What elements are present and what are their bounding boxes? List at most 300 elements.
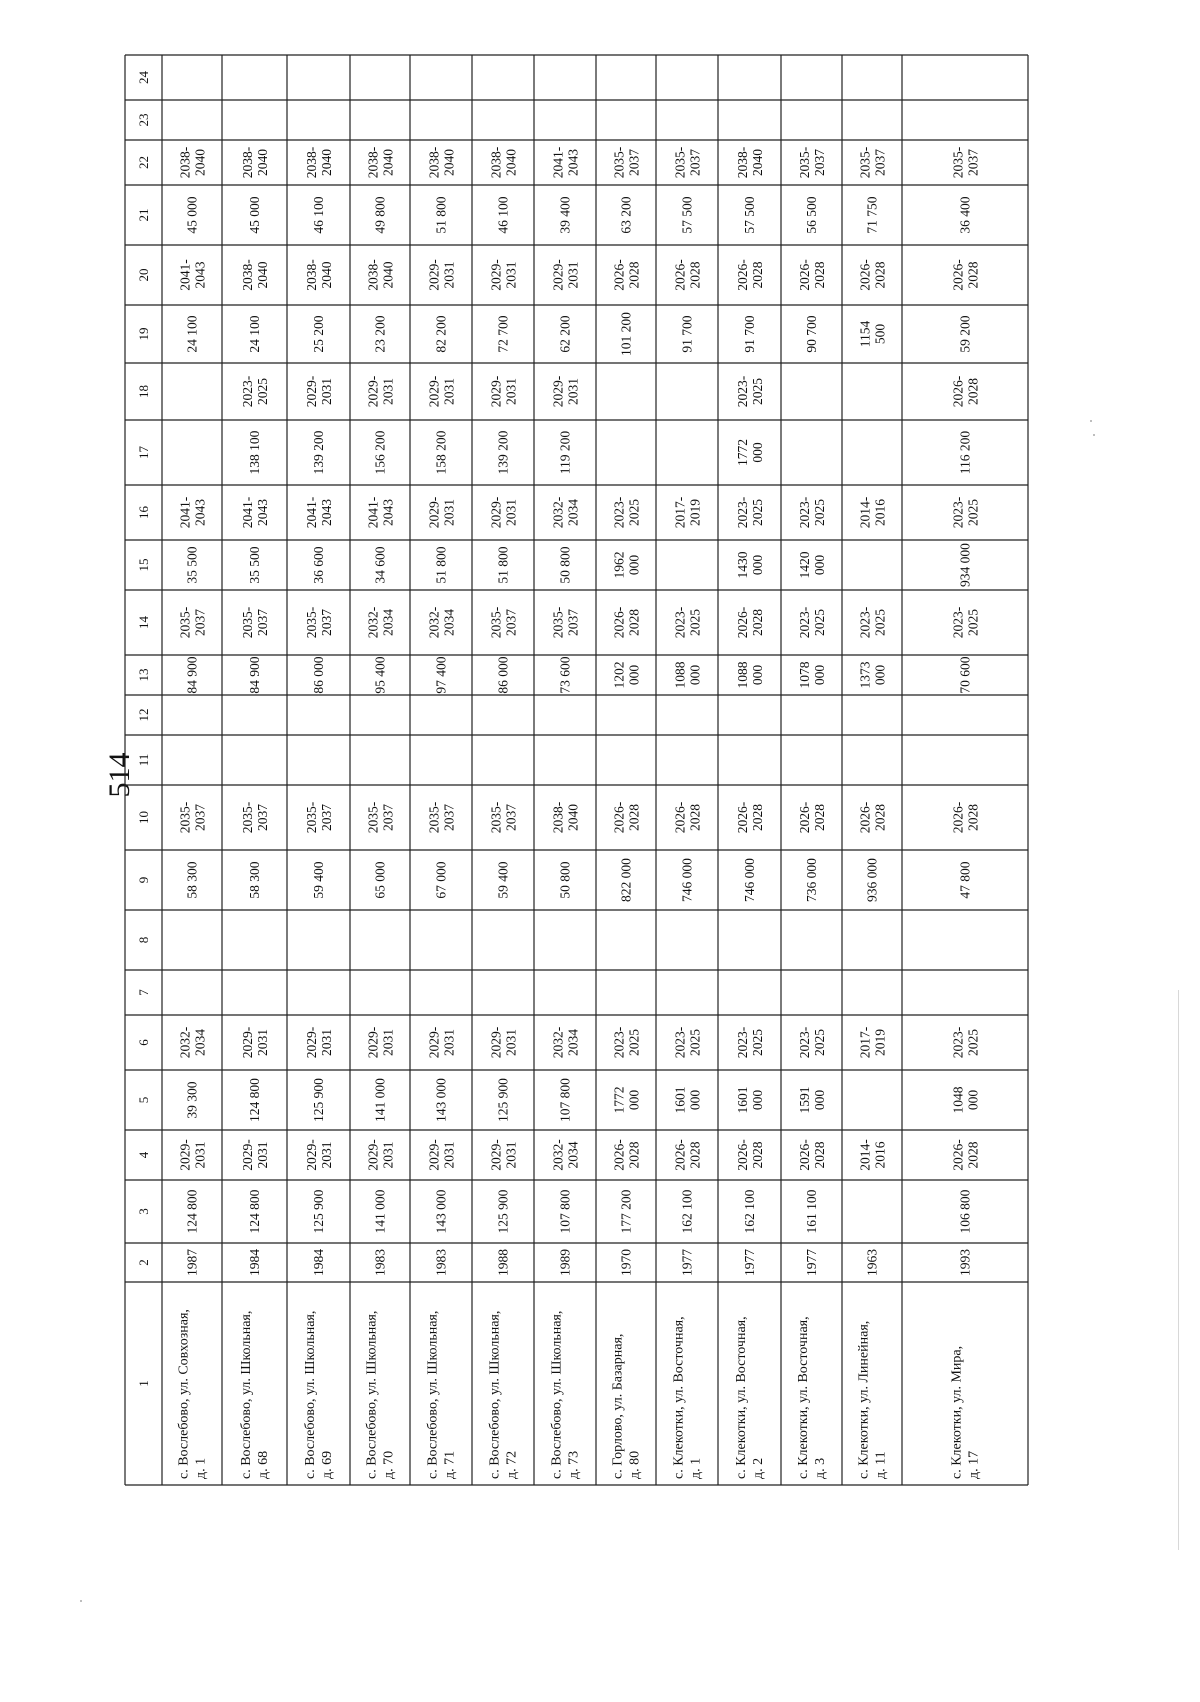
data-cell: 141 000: [372, 1078, 388, 1122]
data-cell: 57 500: [679, 196, 695, 234]
data-cell: 2017-: [857, 1026, 873, 1059]
data-cell: 59 400: [311, 861, 326, 899]
data-cell: 1601: [735, 1086, 750, 1114]
data-cell: 24 100: [184, 315, 200, 353]
data-cell: 500: [872, 323, 888, 345]
data-cell: 000: [872, 664, 888, 686]
data-cell: 2035-: [177, 801, 193, 834]
data-cell: 2029-: [488, 375, 504, 408]
address-cell: с. Клекотки, ул. Восточная,: [671, 1316, 687, 1479]
data-cell: 2038-: [735, 146, 750, 179]
data-cell: 56 500: [804, 196, 819, 234]
column-number: 16: [136, 506, 151, 519]
data-cell: 2037: [192, 804, 208, 831]
data-cell: 91 700: [679, 315, 695, 353]
data-cell: 2038-: [365, 146, 381, 179]
data-cell: 2028: [626, 804, 642, 831]
address-cell: с. Вослебово, ул. Школьная,: [487, 1310, 503, 1479]
data-cell: 2043: [192, 261, 208, 289]
address-cell: с. Клекотки, ул. Мира,: [949, 1345, 965, 1479]
data-cell: 2023-: [611, 1026, 627, 1059]
data-cell: 2031: [192, 1141, 208, 1169]
data-cell: 2037: [441, 804, 457, 831]
data-cell: 2037: [255, 804, 270, 831]
data-cell: 101 200: [618, 312, 634, 356]
data-cell: 2040: [750, 149, 765, 176]
address-cell: д. 17: [966, 1450, 982, 1479]
data-cell: 2029-: [304, 375, 319, 408]
data-cell: 2026-: [672, 259, 688, 291]
data-cell: 2031: [503, 378, 519, 405]
data-cell: 1373: [857, 661, 873, 689]
data-cell: 23 200: [372, 315, 388, 353]
data-cell: 2023-: [950, 496, 966, 529]
address-cell: д. 3: [813, 1457, 828, 1479]
address-cell: с. Вослебово, ул. Школьная,: [364, 1310, 380, 1479]
data-cell: 000: [750, 442, 765, 463]
data-cell: 2028: [750, 1141, 765, 1169]
data-cell: 2031: [441, 499, 457, 526]
data-cell: 1772: [735, 439, 750, 466]
data-cell: 2035-: [488, 801, 504, 834]
data-cell: 2041-: [304, 496, 319, 529]
data-cell: 2023-: [950, 606, 966, 639]
data-cell: 2032-: [550, 1139, 566, 1171]
data-cell: 000: [687, 664, 703, 686]
data-cell: 2032-: [550, 1026, 566, 1059]
data-cell: 2029-: [426, 496, 442, 529]
data-cell: 2029-: [488, 259, 504, 291]
address-cell: с. Вослебово, ул. Совхозная,: [176, 1309, 192, 1479]
data-cell: 51 800: [433, 196, 449, 234]
data-cell: 2037: [319, 609, 334, 636]
column-number: 9: [136, 876, 151, 884]
data-cell: 59 400: [495, 861, 511, 899]
data-cell: 2031: [565, 261, 581, 289]
data-cell: 2032-: [426, 606, 442, 639]
data-cell: 2028: [750, 609, 765, 636]
data-cell: 107 800: [557, 1078, 573, 1122]
data-cell: 2034: [441, 609, 457, 636]
data-cell: 177 200: [618, 1189, 634, 1234]
data-cell: 51 800: [433, 546, 449, 584]
data-cell: 2034: [380, 609, 396, 636]
data-cell: 2037: [687, 149, 703, 176]
data-cell: 2026-: [857, 259, 873, 291]
data-cell: 162 100: [679, 1189, 695, 1234]
data-cell: 1993: [957, 1249, 973, 1276]
data-cell: 2026-: [857, 801, 873, 834]
data-cell: 1989: [557, 1249, 573, 1276]
data-cell: 2031: [441, 1141, 457, 1169]
data-cell: 2025: [626, 1029, 642, 1056]
data-cell: 70 600: [957, 656, 973, 694]
data-cell: 2028: [626, 1141, 642, 1169]
data-cell: 2035-: [426, 801, 442, 834]
data-cell: 35 500: [247, 546, 262, 584]
data-cell: 2019: [872, 1029, 888, 1056]
data-cell: 2026-: [797, 259, 812, 291]
data-cell: 2026-: [672, 1139, 688, 1171]
data-cell: 2043: [192, 499, 208, 526]
column-number: 7: [136, 989, 151, 996]
column-number: 15: [136, 558, 151, 572]
data-cell: 2041-: [240, 496, 255, 529]
data-cell: 2025: [750, 1029, 765, 1056]
data-cell: 36 600: [311, 546, 326, 584]
address-cell: с. Клекотки, ул. Линейная,: [856, 1320, 872, 1479]
data-cell: 1048: [950, 1086, 966, 1114]
data-cell: 2023-: [735, 375, 750, 408]
column-number: 18: [136, 385, 151, 398]
data-cell: 2043: [380, 499, 396, 526]
data-cell: 143 000: [433, 1189, 449, 1234]
data-cell: 84 900: [184, 656, 200, 694]
data-cell: 1983: [433, 1249, 449, 1276]
data-cell: 2031: [255, 1141, 270, 1169]
data-cell: 2043: [255, 499, 270, 526]
data-cell: 2034: [192, 1029, 208, 1056]
data-cell: 119 200: [557, 430, 573, 475]
data-cell: 2028: [872, 804, 888, 831]
data-cell: 000: [812, 664, 827, 686]
data-cell: 72 700: [495, 315, 511, 353]
data-cell: 86 000: [495, 656, 511, 694]
data-cell: 2028: [687, 804, 703, 831]
data-cell: 2043: [319, 499, 334, 526]
data-cell: 2029-: [365, 1139, 381, 1171]
data-cell: 000: [965, 1089, 981, 1111]
data-cell: 39 400: [557, 196, 573, 234]
data-cell: 116 200: [957, 430, 973, 475]
data-cell: 2026-: [797, 801, 812, 834]
data-cell: 1591: [797, 1086, 812, 1114]
data-cell: 000: [626, 554, 642, 576]
data-cell: 2034: [565, 1141, 581, 1169]
data-cell: 91 700: [742, 315, 757, 353]
data-cell: 2031: [255, 1029, 270, 1056]
data-cell: 2038-: [240, 259, 255, 291]
data-cell: 67 000: [433, 861, 449, 899]
data-cell: 1420: [797, 551, 812, 579]
data-cell: 2032-: [550, 496, 566, 529]
data-cell: 2026-: [950, 259, 966, 291]
data-cell: 2026-: [797, 1139, 812, 1171]
data-cell: 1088: [672, 661, 688, 689]
data-cell: 84 900: [247, 656, 262, 694]
address-cell: д. 2: [751, 1457, 766, 1479]
address-cell: д. 11: [873, 1451, 889, 1479]
data-cell: 2026-: [735, 801, 750, 834]
data-cell: 2025: [965, 609, 981, 636]
column-number: 3: [136, 1208, 151, 1215]
data-cell: 90 700: [804, 315, 819, 353]
data-cell: 1988: [495, 1249, 511, 1276]
data-cell: 1772: [611, 1086, 627, 1114]
data-cell: 2029-: [488, 496, 504, 529]
column-number: 20: [136, 268, 151, 282]
data-cell: 46 100: [311, 196, 326, 234]
data-cell: 2037: [503, 609, 519, 636]
data-cell: 2031: [319, 1141, 334, 1169]
column-number: 5: [136, 1096, 151, 1104]
data-cell: 73 600: [557, 656, 573, 694]
data-cell: 124 800: [247, 1189, 262, 1234]
column-number: 2: [136, 1259, 151, 1266]
data-cell: 2038-: [304, 259, 319, 291]
data-cell: 2035-: [611, 146, 627, 179]
data-cell: 2029-: [488, 1026, 504, 1059]
data-cell: 2037: [872, 149, 888, 176]
data-cell: 124 800: [247, 1078, 262, 1122]
data-cell: 2029-: [365, 375, 381, 408]
data-cell: 2035-: [240, 606, 255, 639]
column-number: 17: [136, 446, 151, 459]
data-cell: 2026-: [611, 606, 627, 639]
data-cell: 2040: [255, 149, 270, 176]
data-cell: 49 800: [372, 196, 388, 234]
data-cell: 2029-: [550, 259, 566, 291]
data-cell: 2040: [255, 261, 270, 289]
data-cell: 000: [812, 554, 827, 576]
column-number: 11: [136, 753, 151, 767]
data-cell: 2041-: [365, 496, 381, 529]
address-cell: с. Клекотки, ул. Восточная,: [734, 1316, 749, 1479]
data-cell: 822 000: [618, 858, 634, 902]
data-cell: 2032-: [177, 1026, 193, 1059]
data-cell: 000: [750, 554, 765, 576]
data-cell: 2031: [565, 378, 581, 405]
data-cell: 2023-: [857, 606, 873, 639]
data-cell: 2028: [872, 261, 888, 289]
address-cell: с. Вослебово, ул. Школьная,: [303, 1310, 318, 1479]
data-cell: 2032-: [365, 606, 381, 639]
data-cell: 2040: [319, 149, 334, 176]
data-cell: 2031: [503, 1029, 519, 1056]
data-cell: 000: [750, 1089, 765, 1111]
data-cell: 2038-: [177, 146, 193, 179]
data-cell: 2029-: [304, 1139, 319, 1171]
data-cell: 2025: [750, 378, 765, 405]
data-cell: 2025: [812, 499, 827, 526]
data-cell: 2037: [965, 149, 981, 176]
data-cell: 2031: [503, 261, 519, 289]
data-cell: 2017-: [672, 496, 688, 529]
data-cell: 2029-: [177, 1139, 193, 1171]
data-cell: 736 000: [804, 858, 819, 902]
column-number: 19: [136, 327, 151, 341]
data-cell: 2037: [192, 609, 208, 636]
data-cell: 2031: [441, 378, 457, 405]
data-cell: 2038-: [550, 801, 566, 834]
data-cell: 2037: [812, 149, 827, 176]
data-cell: 2040: [319, 261, 334, 289]
address-cell: с. Клекотки, ул. Восточная,: [796, 1316, 811, 1479]
data-cell: 25 200: [311, 315, 326, 353]
data-cell: 2038-: [304, 146, 319, 179]
data-cell: 82 200: [433, 315, 449, 353]
column-number: 21: [136, 208, 151, 222]
data-cell: 2031: [441, 1029, 457, 1056]
data-cell: 2038-: [240, 146, 255, 179]
data-cell: 71 750: [864, 196, 880, 234]
data-cell: 2031: [380, 1141, 396, 1169]
data-cell: 2016: [872, 499, 888, 526]
data-cell: 2029-: [304, 1026, 319, 1059]
address-cell: д. 73: [566, 1450, 582, 1479]
data-cell: 39 300: [184, 1081, 200, 1119]
data-cell: 1962: [611, 551, 627, 579]
data-cell: 2025: [812, 609, 827, 636]
data-cell: 158 200: [433, 430, 449, 475]
data-cell: 2035-: [177, 606, 193, 639]
data-cell: 2038-: [488, 146, 504, 179]
address-cell: д. 69: [320, 1450, 335, 1479]
data-cell: 1984: [247, 1249, 262, 1276]
data-cell: 2035-: [488, 606, 504, 639]
address-cell: д. 1: [193, 1457, 209, 1479]
data-cell: 1977: [804, 1249, 819, 1276]
data-cell: 50 800: [557, 546, 573, 584]
data-cell: 2026-: [611, 1139, 627, 1171]
data-cell: 2031: [441, 261, 457, 289]
data-cell: 2040: [380, 261, 396, 289]
data-cell: 2026-: [735, 259, 750, 291]
data-cell: 95 400: [372, 656, 388, 694]
data-cell: 2014-: [857, 496, 873, 529]
data-cell: 2029-: [426, 375, 442, 408]
data-cell: 2035-: [857, 146, 873, 179]
data-cell: 2029-: [240, 1139, 255, 1171]
data-cell: 2029-: [426, 259, 442, 291]
data-cell: 2016: [872, 1141, 888, 1169]
address-cell: д. 68: [256, 1450, 271, 1479]
data-cell: 45 000: [247, 196, 262, 234]
data-cell: 2026-: [950, 375, 966, 408]
data-cell: 2029-: [426, 1139, 442, 1171]
address-cell: с. Горлово, ул. Базарная,: [610, 1333, 626, 1479]
column-number: 8: [136, 936, 151, 944]
data-cell: 2026-: [672, 801, 688, 834]
column-number: 4: [136, 1151, 151, 1159]
data-cell: 1154: [857, 320, 873, 348]
column-number: 1: [136, 1380, 151, 1387]
data-cell: 1088: [735, 661, 750, 689]
data-cell: 1963: [864, 1249, 880, 1276]
data-cell: 2023-: [240, 375, 255, 408]
data-cell: 2028: [965, 261, 981, 289]
data-cell: 47 800: [957, 861, 973, 899]
data-cell: 143 000: [433, 1078, 449, 1122]
data-cell: 65 000: [372, 861, 388, 899]
data-cell: 2041-: [177, 259, 193, 291]
data-cell: 2041-: [550, 146, 566, 179]
column-number: 24: [136, 71, 151, 84]
column-number: 14: [136, 616, 151, 629]
data-cell: 2038-: [426, 146, 442, 179]
data-cell: 2028: [626, 609, 642, 636]
data-cell: 2031: [319, 1029, 334, 1056]
data-cell: 2037: [626, 149, 642, 176]
data-cell: 2025: [687, 1029, 703, 1056]
data-cell: 161 100: [804, 1189, 819, 1234]
address-cell: д. 72: [504, 1450, 520, 1479]
data-cell: 24 100: [247, 315, 262, 353]
address-cell: с. Вослебово, ул. Школьная,: [425, 1310, 441, 1479]
data-cell: 156 200: [372, 430, 388, 475]
data-cell: 2014-: [857, 1139, 873, 1171]
data-cell: 746 000: [679, 858, 695, 902]
page-number: 514: [103, 752, 136, 798]
data-cell: 34 600: [372, 546, 388, 584]
data-cell: 2028: [687, 261, 703, 289]
data-cell: 2029-: [240, 1026, 255, 1059]
data-cell: 1977: [742, 1249, 757, 1276]
data-cell: 2025: [626, 499, 642, 526]
column-number: 12: [136, 708, 151, 722]
data-cell: 2035-: [304, 606, 319, 639]
data-cell: 2037: [319, 804, 334, 831]
data-cell: 2028: [965, 378, 981, 405]
data-cell: 2023-: [672, 606, 688, 639]
data-cell: 139 200: [311, 430, 326, 475]
address-cell: с. Вослебово, ул. Школьная,: [549, 1310, 565, 1479]
data-cell: 2040: [565, 804, 581, 831]
data-cell: 2037: [503, 804, 519, 831]
data-cell: 2040: [441, 149, 457, 176]
data-cell: 2023-: [950, 1026, 966, 1059]
data-cell: 2025: [812, 1029, 827, 1056]
data-cell: 138 100: [247, 430, 262, 475]
data-cell: 2023-: [611, 496, 627, 529]
column-number: 6: [136, 1039, 151, 1046]
data-cell: 62 200: [557, 315, 573, 353]
data-cell: 2026-: [735, 606, 750, 639]
data-cell: 2025: [872, 609, 888, 636]
column-number: 13: [136, 668, 151, 682]
data-cell: 59 200: [957, 315, 973, 353]
data-cell: 936 000: [864, 858, 880, 902]
data-cell: 1984: [311, 1249, 326, 1276]
data-cell: 58 300: [247, 861, 262, 899]
data-cell: 2028: [626, 261, 642, 289]
data-cell: 934 000: [957, 543, 973, 587]
data-cell: 2028: [687, 1141, 703, 1169]
data-cell: 2026-: [950, 1139, 966, 1171]
data-cell: 1970: [618, 1249, 634, 1276]
data-cell: 97 400: [433, 656, 449, 694]
data-cell: 2029-: [365, 1026, 381, 1059]
data-cell: 2028: [750, 804, 765, 831]
data-cell: 2031: [380, 378, 396, 405]
data-cell: 2031: [380, 1029, 396, 1056]
data-cell: 45 000: [184, 196, 200, 234]
address-cell: д. 70: [381, 1450, 397, 1479]
data-cell: 2035-: [304, 801, 319, 834]
data-cell: 2040: [192, 149, 208, 176]
data-cell: 58 300: [184, 861, 200, 899]
data-cell: 2035-: [240, 801, 255, 834]
data-cell: 2043: [565, 149, 581, 176]
data-cell: 2019: [687, 499, 703, 526]
data-cell: 2041-: [177, 496, 193, 529]
data-cell: 125 900: [311, 1189, 326, 1234]
data-cell: 2034: [565, 1029, 581, 1056]
data-cell: 2029-: [488, 1139, 504, 1171]
data-cell: 2023-: [735, 496, 750, 529]
data-cell: 2025: [965, 499, 981, 526]
data-cell: 2028: [965, 1141, 981, 1169]
